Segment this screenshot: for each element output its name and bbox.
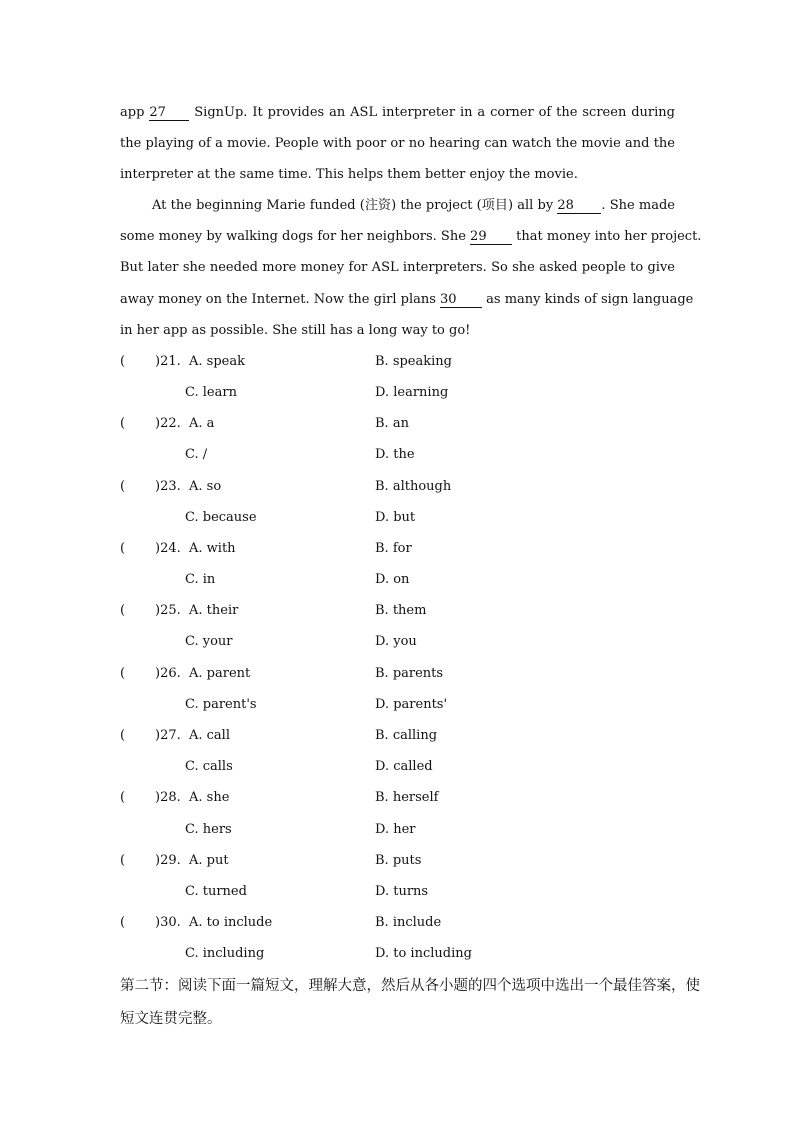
question-row <box>120 595 675 626</box>
option-b: B. herself <box>375 790 439 806</box>
option-a: A. speak <box>189 353 245 369</box>
option-d: D. her <box>375 821 416 837</box>
option-b: B. speaking <box>375 353 452 369</box>
option-d: D. on <box>375 572 410 588</box>
option-c: C. parent's <box>185 696 257 712</box>
question-number: )29. <box>155 852 181 868</box>
option-b: B. calling <box>375 728 438 743</box>
option-c: C. turned <box>185 883 247 899</box>
section-2-instructions <box>120 970 700 1036</box>
passage-line: interpreter at the same time. This helps them better enjoy the movie. <box>120 167 578 183</box>
question-number: )25. <box>155 603 181 619</box>
blank-28: 28 <box>557 199 601 214</box>
answer-paren[interactable]: ( <box>120 790 126 806</box>
question-row <box>120 346 675 377</box>
option-a: A. their <box>189 603 239 619</box>
question-row <box>120 720 675 751</box>
option-c: C. your <box>185 634 233 650</box>
question-list <box>120 346 675 970</box>
option-a: A. a <box>189 416 215 432</box>
cloze-passage <box>120 97 702 970</box>
question-row <box>120 782 675 813</box>
option-b: B. puts <box>375 852 422 868</box>
question-row <box>120 658 675 689</box>
question-row-cd <box>120 439 675 470</box>
question-number: )28. <box>155 790 181 806</box>
question-number: )26. <box>155 665 181 681</box>
option-d: D. learning <box>375 384 449 400</box>
option-d: D. turns <box>375 883 429 899</box>
option-b: B. them <box>375 603 427 619</box>
option-c: C. in <box>185 572 216 588</box>
question-row-cd <box>120 814 675 845</box>
option-d: D. but <box>375 509 416 525</box>
question-number: )21. <box>155 353 181 369</box>
option-d: D. called <box>375 759 433 775</box>
option-a: A. parent <box>189 665 251 681</box>
question-row-cd <box>120 689 675 720</box>
question-row-cd <box>120 502 675 533</box>
passage-line: some money by walking dogs for her neighbors. She 29 that money into her project. <box>120 229 702 245</box>
option-a: A. she <box>189 790 230 806</box>
question-row <box>120 471 675 502</box>
option-a: A. call <box>189 728 230 743</box>
option-b: B. an <box>375 416 409 432</box>
question-row-cd <box>120 564 675 595</box>
option-b: B. parents <box>375 665 444 681</box>
question-row-cd <box>120 626 675 657</box>
option-a: A. to include <box>189 915 273 931</box>
answer-paren[interactable]: ( <box>120 540 126 556</box>
option-d: D. to including <box>375 946 472 962</box>
question-row-cd <box>120 751 675 782</box>
option-d: D. parents' <box>375 696 448 712</box>
passage-line: At the beginning Marie funded (注资) the project (项目) all by 28 . She made <box>152 198 675 214</box>
blank-30: 30 <box>440 293 482 308</box>
answer-paren[interactable]: ( <box>120 852 126 868</box>
answer-paren[interactable]: ( <box>120 353 126 369</box>
option-c: C. because <box>185 509 257 525</box>
question-row <box>120 533 675 564</box>
option-a: A. with <box>189 540 236 556</box>
option-c: C. hers <box>185 821 232 837</box>
question-number: )27. <box>155 728 181 743</box>
question-number: )24. <box>155 540 181 556</box>
answer-paren[interactable]: ( <box>120 728 126 743</box>
option-b: B. for <box>375 540 412 556</box>
passage-line: the playing of a movie. People with poor or no hearing can watch the movie and the <box>120 136 675 152</box>
option-c: C. including <box>185 946 265 962</box>
option-b: B. include <box>375 915 442 931</box>
question-row-cd <box>120 876 675 907</box>
option-c: C. calls <box>185 759 233 775</box>
question-number: )23. <box>155 478 181 494</box>
question-number: )22. <box>155 416 181 432</box>
option-d: D. you <box>375 634 417 650</box>
answer-paren[interactable]: ( <box>120 478 126 494</box>
option-a: A. so <box>189 478 222 494</box>
instruction-line: 第二节：阅读下面一篇短文，理解大意，然后从各小题的四个选项中选出一个最佳答案，使 <box>120 978 700 994</box>
blank-27: 27 <box>149 106 189 121</box>
option-b: B. although <box>375 478 452 494</box>
passage-line: away money on the Internet. Now the girl plans 30 as many kinds of sign language <box>120 291 694 307</box>
passage-line: But later she needed more money for ASL interpreters. So she asked people to give <box>120 260 675 276</box>
question-row-cd <box>120 377 675 408</box>
option-d: D. the <box>375 447 415 463</box>
instruction-line: 短文连贯完整。 <box>120 1011 222 1027</box>
answer-paren[interactable]: ( <box>120 416 126 432</box>
question-number: )30. <box>155 915 181 931</box>
option-c: C. / <box>185 447 208 463</box>
question-row <box>120 907 675 938</box>
question-row-cd <box>120 938 675 969</box>
option-c: C. learn <box>185 384 237 400</box>
question-row <box>120 845 675 876</box>
passage-line: in her app as possible. She still has a long way to go! <box>120 322 471 338</box>
answer-paren[interactable]: ( <box>120 915 126 931</box>
blank-29: 29 <box>470 230 512 245</box>
option-a: A. put <box>189 852 229 868</box>
question-row <box>120 408 675 439</box>
answer-paren[interactable]: ( <box>120 665 126 681</box>
passage-line: app 27 SignUp. It provides an ASL interpreter in a corner of the screen during <box>120 105 675 120</box>
answer-paren[interactable]: ( <box>120 603 126 619</box>
